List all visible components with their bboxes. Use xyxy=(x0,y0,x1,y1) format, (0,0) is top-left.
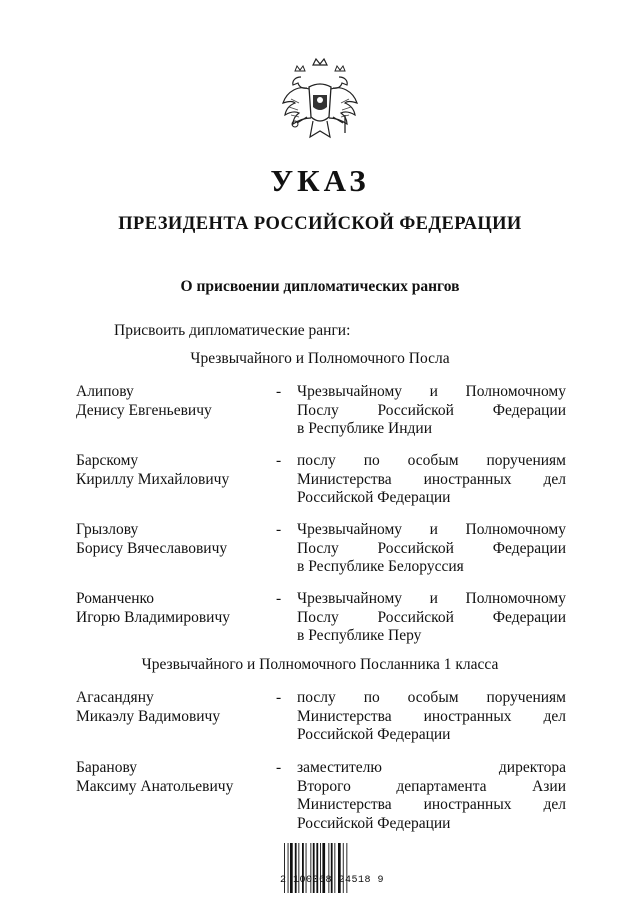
post-line: послу по особым поручениям xyxy=(297,452,566,469)
recipient-given-name: Максиму Анатольевичу xyxy=(76,777,234,795)
decree-entry xyxy=(76,590,566,650)
recipient-post xyxy=(297,521,566,577)
recipient-given-name: Денису Евгеньевичу xyxy=(76,401,212,419)
post-line: Российской Федерации xyxy=(297,726,451,743)
decree-heading: О присвоении дипломатических рангов xyxy=(180,278,460,295)
post-line: Послу Российской Федерации xyxy=(297,401,566,419)
recipient-surname: Алипову xyxy=(76,383,134,400)
recipient-name xyxy=(76,590,276,627)
post-line: Министерства иностранных дел xyxy=(297,707,566,725)
rank-heading-envoy-1st-class: Чрезвычайного и Полномочного Посланника 1 класса xyxy=(141,656,499,673)
recipient-post xyxy=(297,452,566,508)
recipient-name xyxy=(76,521,276,558)
rank-heading-ambassador: Чрезвычайного и Полномочного Посла xyxy=(190,350,450,367)
recipient-surname: Баранову xyxy=(76,759,137,776)
recipient-name xyxy=(76,759,276,796)
post-line: Министерства иностранных дел xyxy=(297,470,566,488)
decree-entry xyxy=(76,521,566,581)
entry-dash: - xyxy=(276,590,282,607)
entry-dash: - xyxy=(276,759,282,776)
post-line: Послу Российской Федерации xyxy=(297,539,566,557)
recipient-surname: Грызлову xyxy=(76,521,139,538)
post-line: Чрезвычайному и Полномочному xyxy=(297,383,566,400)
recipient-post xyxy=(297,590,566,646)
recipient-post xyxy=(297,689,566,745)
recipient-surname: Барскому xyxy=(76,452,139,469)
decree-entry xyxy=(76,689,566,749)
recipient-name xyxy=(76,383,276,420)
entry-dash: - xyxy=(276,383,282,400)
recipient-surname: Агасандяну xyxy=(76,689,154,706)
post-line: Второго департамента Азии xyxy=(297,777,566,795)
entry-dash: - xyxy=(276,452,282,469)
decree-entry xyxy=(76,452,566,512)
entry-dash: - xyxy=(276,521,282,538)
recipient-surname: Романченко xyxy=(76,590,155,607)
double-headed-eagle-coat-of-arms-icon xyxy=(279,55,361,151)
post-line: Чрезвычайному и Полномочному xyxy=(297,521,566,538)
entry-dash: - xyxy=(276,689,282,706)
post-line: в Республике Индии xyxy=(297,420,432,437)
decree-intro: Присвоить дипломатические ранги: xyxy=(114,322,351,339)
recipient-name xyxy=(76,452,276,489)
recipient-post xyxy=(297,383,566,439)
recipient-given-name: Борису Вячеславовичу xyxy=(76,539,228,557)
document-title: УКАЗ xyxy=(270,163,370,198)
post-line: Российской Федерации xyxy=(297,814,451,832)
post-line: Чрезвычайному и Полномочному xyxy=(297,590,566,607)
recipient-given-name: Микаэлу Вадимовичу xyxy=(76,707,221,725)
post-line: в Республике Перу xyxy=(297,627,422,644)
decree-entry xyxy=(76,383,566,443)
post-line: Послу Российской Федерации xyxy=(297,608,566,626)
decree-entry xyxy=(76,759,566,839)
recipient-post xyxy=(297,759,566,833)
document-subtitle: ПРЕЗИДЕНТА РОССИЙСКОЙ ФЕДЕРАЦИИ xyxy=(118,214,522,234)
post-line: Министерства иностранных дел xyxy=(297,796,566,813)
recipient-given-name: Кириллу Михайловичу xyxy=(76,470,230,488)
post-line: в Республике Белоруссия xyxy=(297,558,464,575)
recipient-given-name: Игорю Владимировичу xyxy=(76,608,231,626)
post-line: Российской Федерации xyxy=(297,489,451,506)
recipient-name xyxy=(76,689,276,726)
post-line: послу по особым поручениям xyxy=(297,689,566,706)
barcode-number: 2 100068 24518 9 xyxy=(280,875,385,886)
post-line: заместителю директора xyxy=(297,759,566,776)
